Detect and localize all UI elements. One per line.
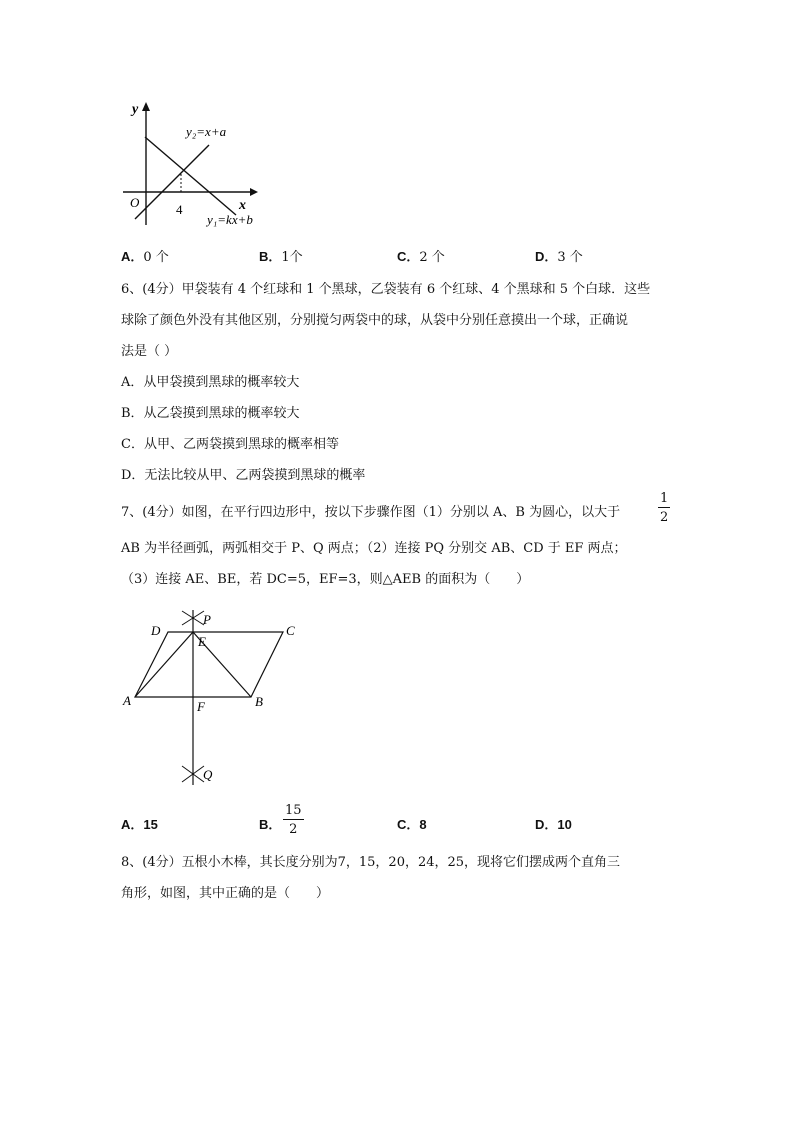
label-a: A (123, 693, 131, 708)
q5-option-b (259, 250, 303, 264)
fraction-denominator: 2 (660, 510, 669, 525)
q6-option-c: C．从甲、乙两袋摸到黑球的概率相等 (121, 437, 339, 452)
line-y1-label: y₁=kx+b (207, 212, 253, 227)
q7-option-b-fraction (283, 804, 304, 836)
q7-fraction (658, 492, 670, 524)
q7-parallelogram-figure (118, 605, 308, 795)
q5-option-a (121, 250, 169, 264)
q6-stem-line-3: 法是（ ） (121, 344, 178, 359)
q5-option-d (535, 250, 583, 264)
label-e: E (198, 634, 206, 649)
q8-stem-line-1: 8、(4分）五根小木棒，其长度分别为7，15，20，24，25，现将它们摆成两个直角三 (121, 855, 621, 870)
label-d: D (151, 623, 161, 638)
label-p: P (203, 612, 211, 627)
tick-label-4: 4 (176, 202, 183, 217)
q7-option-d (535, 818, 572, 832)
fraction-denominator: 2 (289, 822, 298, 837)
option-text: 2 个 (419, 250, 445, 265)
q6-option-a: A．从甲袋摸到黑球的概率较大 (121, 375, 300, 390)
x-axis-label: x (239, 198, 246, 213)
segment-ae (135, 632, 193, 697)
label-f: F (197, 699, 205, 714)
option-letter: B． (259, 249, 282, 264)
option-letter: D． (535, 249, 558, 264)
x-axis-arrow (250, 188, 258, 196)
q8-stem-line-2: 角形，如图，其中正确的是（ ） (121, 886, 330, 901)
y-axis-arrow (142, 102, 150, 111)
label-c: C (286, 623, 295, 638)
q5-option-c (397, 250, 445, 264)
option-letter: D． (535, 817, 558, 832)
option-letter: A． (121, 817, 144, 832)
option-text: 10 (557, 817, 572, 832)
line-y1 (145, 137, 236, 215)
q7-stem-line-3: （3）连接 AE、BE，若 DC=5，EF=3，则△AEB 的面积为（ ） (121, 572, 530, 587)
option-letter: C． (397, 817, 420, 832)
y-axis-label: y (132, 102, 139, 117)
q7-option-a (121, 818, 158, 832)
q6-option-b: B．从乙袋摸到黑球的概率较大 (121, 406, 300, 421)
label-b: B (255, 694, 263, 709)
option-letter: C． (397, 249, 420, 264)
q7-stem-line-1: 7、(4分）如图，在平行四边形中，按以下步骤作图（1）分别以 A、B 为圆心，以大于 (121, 505, 621, 520)
option-text: 3 个 (557, 250, 583, 265)
parallelogram (135, 632, 283, 697)
line-y2-label: y₂=x+a (186, 124, 227, 139)
q7-option-b (259, 818, 281, 832)
q5-graph (115, 97, 280, 232)
q7-stem-line-2: AB 为半径画弧，两弧相交于 P、Q 两点；（2）连接 PQ 分别交 AB、CD 于 EF 两点； (121, 541, 627, 556)
origin-label: O (130, 195, 140, 210)
q6-option-d: D．无法比较从甲、乙两袋摸到黑球的概率 (121, 468, 366, 483)
q7-option-c (397, 818, 427, 832)
option-text: 0 个 (143, 250, 169, 265)
option-letter: A． (121, 249, 144, 264)
q6-stem-line-2: 球除了颜色外没有其他区别，分别搅匀两袋中的球，从袋中分别任意摸出一个球，正确说 (121, 313, 629, 328)
q6-stem-line-1: 6、(4分）甲袋装有 4 个红球和 1 个黑球，乙袋装有 6 个红球、4 个黑球和 5 个白球．这些 (121, 282, 651, 297)
fraction-numerator: 1 (660, 491, 669, 506)
fraction-numerator: 15 (285, 803, 302, 818)
option-text: 8 (419, 817, 427, 832)
option-text: 15 (143, 817, 158, 832)
option-text: 1个 (281, 250, 303, 265)
label-q: Q (203, 767, 213, 782)
option-letter: B． (259, 817, 282, 832)
